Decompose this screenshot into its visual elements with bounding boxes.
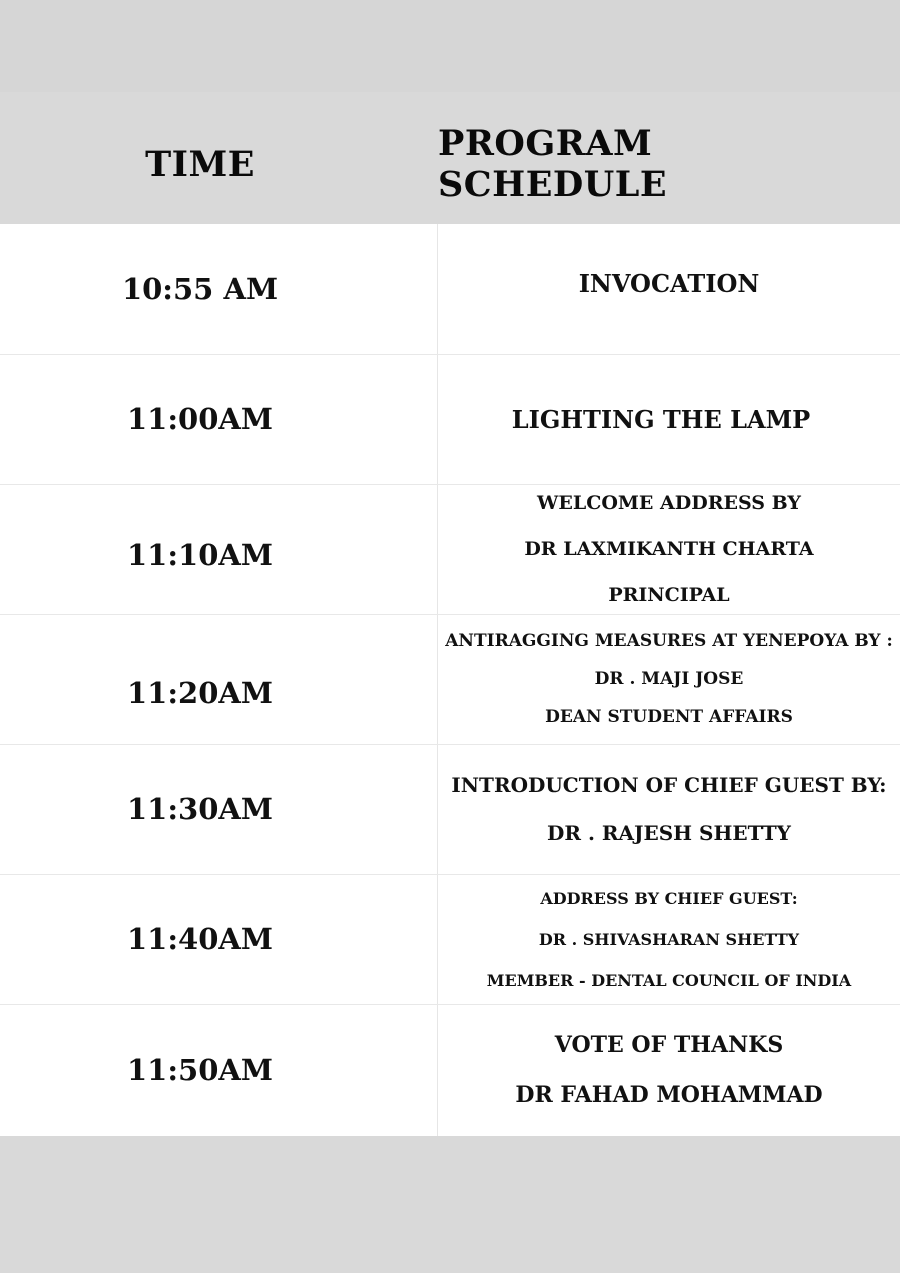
time-column-header: TIME [145,143,255,185]
program-line: PRINCIPAL [608,584,730,606]
time-cell: 11:40AM [126,922,274,956]
program-cell [438,484,900,614]
program-line: INVOCATION [578,268,760,298]
schedule-row [0,744,900,874]
program-line: ADDRESS BY CHIEF GUEST: [540,888,798,908]
schedule-row [0,484,900,614]
program-line: WELCOME ADDRESS BY [537,492,801,514]
bottom-margin [0,1136,900,1273]
program-line: ANTIRAGGING MEASURES AT YENEPOYA BY : [445,631,893,651]
program-line: INTRODUCTION OF CHIEF GUEST BY: [451,773,887,797]
program-cell [438,1004,900,1136]
time-cell: 11:20AM [126,676,274,710]
time-cell: 11:50AM [126,1053,274,1087]
program-line: MEMBER - DENTAL COUNCIL OF INDIA [486,970,852,990]
program-column-header: PROGRAM SCHEDULE [438,123,668,205]
program-cell [438,744,900,874]
schedule-row [0,874,900,1004]
schedule-table [0,224,900,1136]
schedule-row [0,614,900,744]
table-header [0,92,900,224]
schedule-row [0,354,900,484]
time-cell: 10:55 AM [121,272,279,306]
program-line: DR LAXMIKANTH CHARTA [524,538,814,560]
program-line: LIGHTING THE LAMP [511,404,811,434]
time-cell: 11:00AM [126,402,274,436]
program-line: DR FAHAD MOHAMMAD [515,1082,823,1108]
program-line: DR . RAJESH SHETTY [547,821,791,845]
program-line: DR . SHIVASHARAN SHETTY [538,929,800,949]
top-margin [0,0,900,92]
program-line: DEAN STUDENT AFFAIRS [545,707,793,727]
program-cell [438,354,900,484]
time-cell: 11:30AM [126,792,274,826]
program-line: DR . MAJI JOSE [594,669,744,689]
time-cell: 11:10AM [126,538,274,572]
schedule-row [0,224,900,354]
program-line: VOTE OF THANKS [554,1032,784,1058]
schedule-row [0,1004,900,1136]
program-cell [438,224,900,354]
program-cell [438,874,900,1004]
program-cell [438,614,900,744]
